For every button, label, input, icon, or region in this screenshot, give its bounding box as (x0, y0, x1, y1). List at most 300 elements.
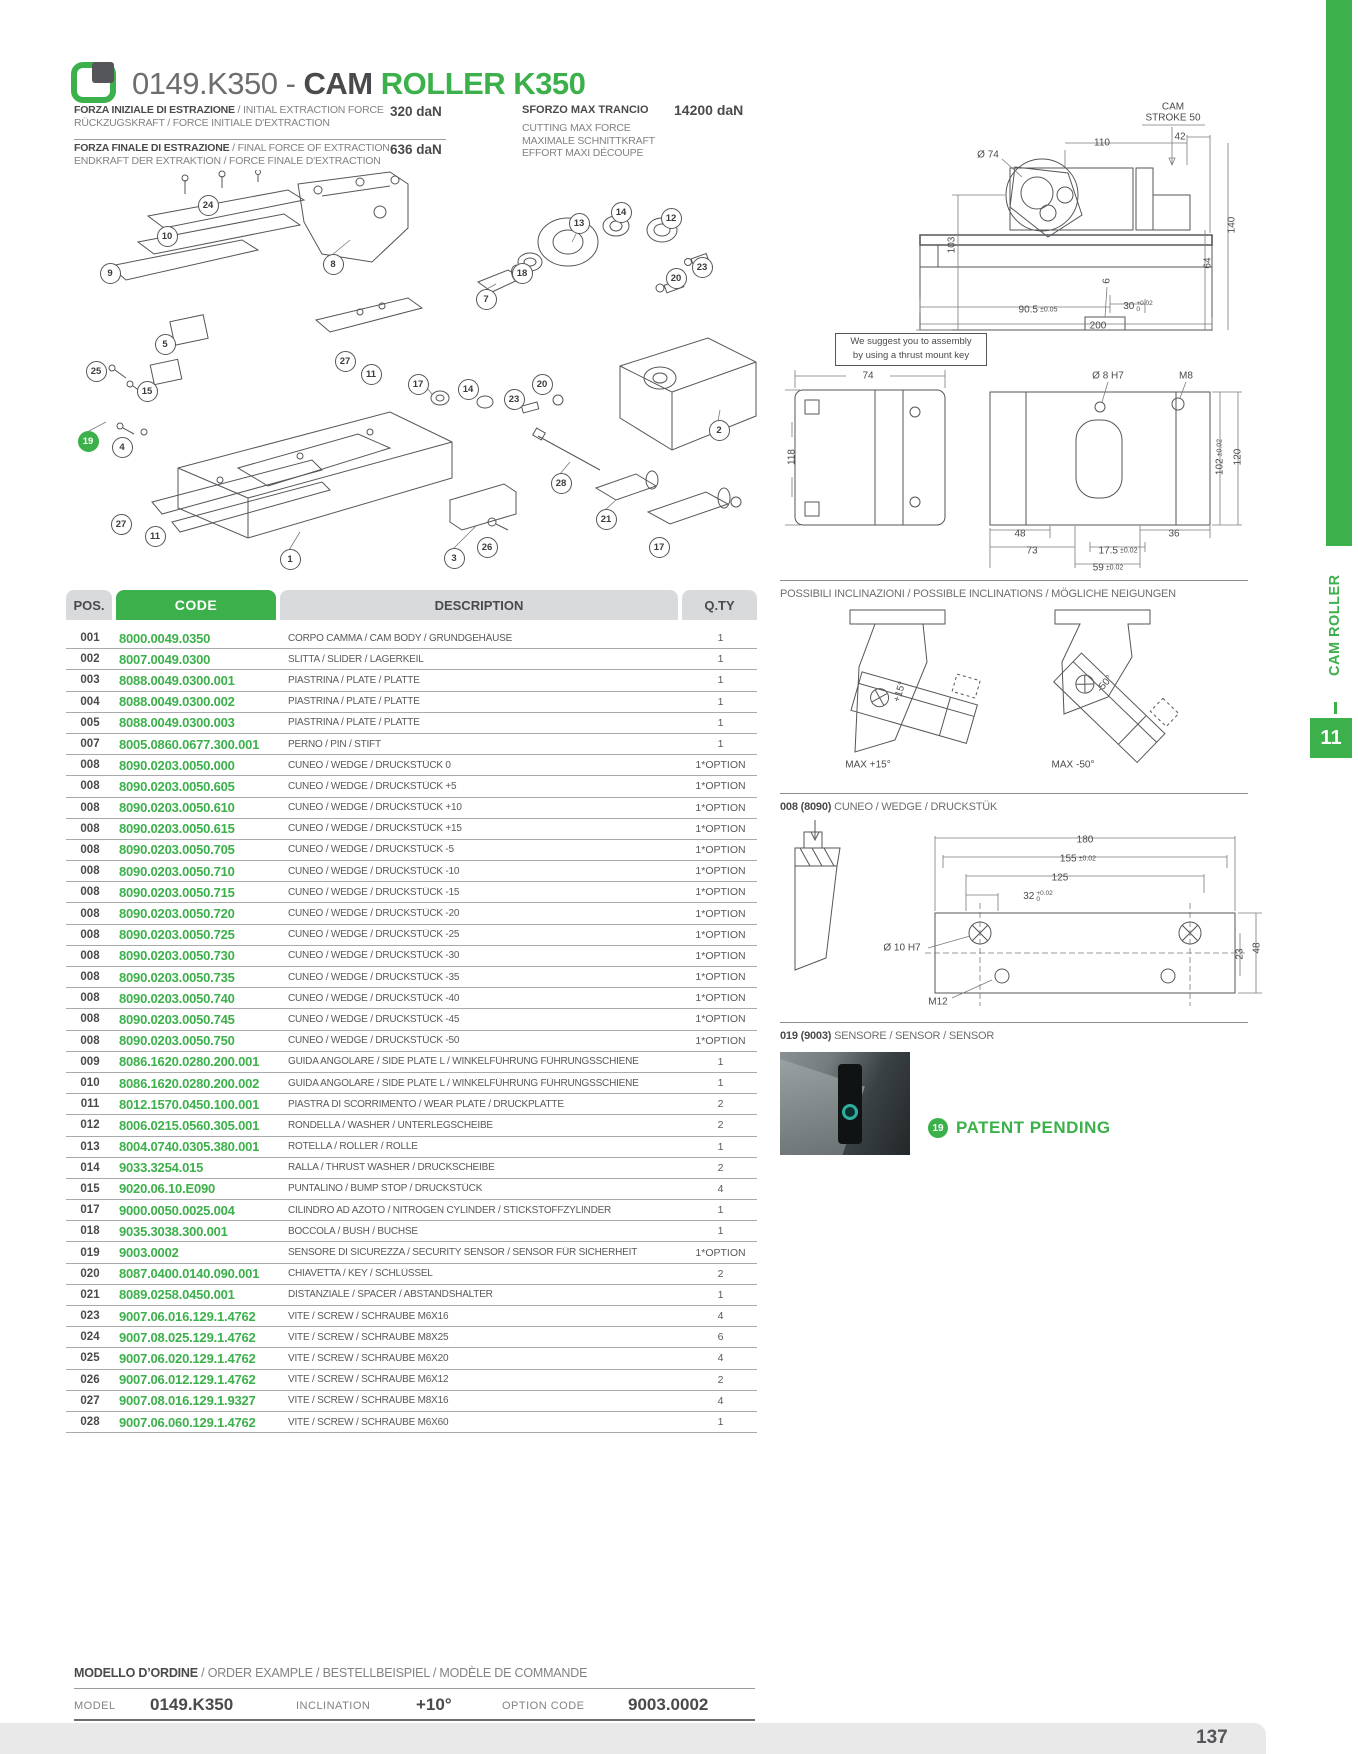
cell-code: 9033.3254.015 (119, 1160, 204, 1176)
cell-desc: CUNEO / WEDGE / DRUCKSTÜCK -10 (288, 865, 460, 877)
order-divider-thick (74, 1719, 755, 1721)
cell-code: 8086.1620.0280.200.001 (119, 1054, 260, 1070)
inclinations-label: POSSIBILI INCLINAZIONI / POSSIBLE INCLINATIONS / MÖGLICHE NEIGUNGEN (780, 588, 1176, 600)
cell-code: 8007.0049.0300 (119, 651, 211, 667)
part-callout-7: 7 (476, 289, 497, 310)
cell-desc: PIASTRINA / PLATE / PLATTE (288, 696, 420, 708)
cell-qty: 1*OPTION (695, 1246, 746, 1259)
part-callout-19: 19 (928, 1118, 948, 1138)
table-row (66, 798, 757, 819)
part-callout-17: 17 (649, 537, 670, 558)
table-row (66, 734, 757, 755)
spec-final-force: FORZA FINALE DI ESTRAZIONE / FINAL FORCE OF EXTRACTION ENDKRAFT DER EXTRAKTION / FORCE FINALE D'EXTRACTION (74, 142, 390, 167)
page-title: 0149.K350 - CAM ROLLER K350 (132, 66, 586, 101)
part-callout-4: 4 (112, 437, 133, 458)
cell-pos: 023 (80, 1310, 100, 1323)
cell-pos: 001 (80, 632, 100, 645)
parts-table (66, 628, 757, 1433)
table-row (66, 1264, 757, 1285)
cell-qty: 1*OPTION (695, 886, 746, 899)
cell-desc: CUNEO / WEDGE / DRUCKSTÜCK -5 (288, 844, 454, 856)
cell-desc: RONDELLA / WASHER / UNTERLEGSCHEIBE (288, 1119, 493, 1131)
cell-code: 8090.0203.0050.730 (119, 948, 235, 964)
section-divider (780, 793, 1248, 794)
part-callout-10: 10 (157, 226, 178, 247)
table-row (66, 1221, 757, 1242)
cell-desc: GUIDA ANGOLARE / SIDE PLATE L / WINKELFÜHRUNG FÜHRUNGSSCHIENE (288, 1077, 639, 1089)
part-callout-20: 20 (666, 268, 687, 289)
wedge-label: 008 (8090) CUNEO / WEDGE / DRUCKSTÜK (780, 801, 998, 813)
cell-desc: CUNEO / WEDGE / DRUCKSTÜCK -45 (288, 1013, 460, 1025)
cell-desc: VITE / SCREW / SCHRAUBE M6X60 (288, 1416, 449, 1428)
assembly-note: We suggest you to assembly by using a thrust mount key (835, 333, 987, 366)
cell-desc: CILINDRO AD AZOTO / NITROGEN CYLINDER / STICKSTOFFZYLINDER (288, 1204, 612, 1216)
cell-code: 9007.08.016.129.1.9327 (119, 1393, 256, 1409)
table-row (66, 628, 757, 649)
cell-qty: 1 (717, 716, 724, 729)
cell-pos: 002 (80, 653, 100, 666)
dim-label: 140 (1226, 216, 1238, 234)
cell-desc: BOCCOLA / BUSH / BUCHSE (288, 1225, 418, 1237)
cell-pos: 008 (80, 759, 100, 772)
table-row (66, 1412, 757, 1433)
cell-qty: 1*OPTION (695, 1013, 746, 1026)
cell-desc: GUIDA ANGOLARE / SIDE PLATE L / WINKELFÜHRUNG FÜHRUNGSSCHIENE (288, 1056, 639, 1068)
exploded-view-diagram (60, 170, 760, 590)
cell-pos: 008 (80, 843, 100, 856)
cell-pos: 012 (80, 1119, 100, 1132)
table-row (66, 988, 757, 1009)
part-callout-27: 27 (111, 514, 132, 535)
dim-label: 17.5 ±0.02 (1098, 545, 1138, 557)
cell-qty: 2 (717, 1119, 724, 1132)
table-row (66, 1348, 757, 1369)
dim-label: 30 +0.02 0 (1123, 300, 1153, 314)
part-callout-2: 2 (709, 420, 730, 441)
part-callout-23: 23 (504, 389, 525, 410)
cell-pos: 026 (80, 1373, 100, 1386)
cell-pos: 021 (80, 1288, 100, 1301)
front-view-drawing (780, 362, 1250, 574)
order-option-label: OPTION CODE (502, 1700, 585, 1712)
cell-code: 8090.0203.0050.740 (119, 990, 235, 1006)
part-callout-11: 11 (361, 364, 382, 385)
part-callout-13: 13 (569, 213, 590, 234)
section-divider (780, 1022, 1248, 1023)
table-row (66, 861, 757, 882)
dim-label: 180 (1076, 834, 1094, 846)
wedge-drawing (780, 818, 1270, 1018)
cell-code: 9007.06.020.129.1.4762 (119, 1350, 256, 1366)
page-number: 137 (1196, 1727, 1228, 1748)
cell-code: 8090.0203.0050.735 (119, 969, 235, 985)
order-inclination-value: +10° (416, 1695, 452, 1714)
cell-pos: 028 (80, 1416, 100, 1429)
cell-qty: 1 (717, 1288, 724, 1301)
part-callout-11: 11 (145, 526, 166, 547)
cell-desc: CUNEO / WEDGE / DRUCKSTÜCK +15 (288, 823, 462, 835)
cell-qty: 1*OPTION (695, 801, 746, 814)
table-header-pos: POS. (66, 590, 112, 620)
order-inclination-label: INCLINATION (296, 1700, 371, 1712)
cell-qty: 6 (717, 1331, 724, 1344)
cell-qty: 2 (717, 1098, 724, 1111)
cell-code: 8087.0400.0140.090.001 (119, 1266, 260, 1282)
cell-desc: DISTANZIALE / SPACER / ABSTANDSHALTER (288, 1289, 493, 1301)
sidebar-section-label: CAM ROLLER (1327, 574, 1343, 676)
table-row (66, 882, 757, 903)
dim-label: 125 (1051, 872, 1069, 884)
part-callout-9: 9 (100, 263, 121, 284)
dim-label: MAX +15° (845, 759, 891, 771)
dim-label: 73 (1026, 545, 1038, 557)
cell-qty: 1 (717, 653, 724, 666)
order-model-label: MODEL (74, 1700, 116, 1712)
cell-pos: 019 (80, 1246, 100, 1259)
spec-initial-force: FORZA INIZIALE DI ESTRAZIONE / INITIAL EXTRACTION FORCE RÜCKZUGSKRAFT / FORCE INITIALE D'EXTRACTION (74, 104, 384, 129)
table-header-description: DESCRIPTION (280, 590, 678, 620)
table-row (66, 1391, 757, 1412)
inclination-dims (780, 588, 1250, 783)
part-callout-1: 1 (280, 549, 301, 570)
part-callout-14: 14 (611, 202, 632, 223)
cell-pos: 008 (80, 801, 100, 814)
dim-label: 120 (1232, 448, 1244, 466)
cell-code: 8088.0049.0300.002 (119, 694, 235, 710)
cell-code: 8090.0203.0050.000 (119, 757, 235, 773)
dim-label: 6 (1101, 278, 1113, 284)
order-divider-thin (74, 1688, 755, 1689)
part-callouts (60, 170, 760, 590)
dim-label: Ø 8 H7 (1092, 370, 1124, 382)
cell-pos: 027 (80, 1394, 100, 1407)
cell-pos: 017 (80, 1204, 100, 1217)
cell-pos: 008 (80, 971, 100, 984)
cell-qty: 1 (717, 632, 724, 645)
cell-code: 8090.0203.0050.615 (119, 821, 235, 837)
cell-code: 9007.08.025.129.1.4762 (119, 1329, 256, 1345)
part-callout-15: 15 (137, 381, 158, 402)
cell-desc: VITE / SCREW / SCHRAUBE M6X20 (288, 1352, 449, 1364)
table-row (66, 903, 757, 924)
patent-pending-label: PATENT PENDING (956, 1118, 1111, 1137)
table-row (66, 1137, 757, 1158)
dim-label: 90.5 ±0.05 (1018, 304, 1058, 316)
cell-desc: CUNEO / WEDGE / DRUCKSTÜCK -20 (288, 908, 460, 920)
cell-desc: CUNEO / WEDGE / DRUCKSTÜCK -40 (288, 992, 460, 1004)
part-callout-14: 14 (458, 379, 479, 400)
dim-label: M12 (928, 996, 948, 1008)
cell-pos: 008 (80, 928, 100, 941)
footer-bar (0, 1723, 1266, 1754)
table-header-qty: Q.TY (682, 590, 757, 620)
table-row (66, 1179, 757, 1200)
part-callout-3: 3 (444, 548, 465, 569)
cell-desc: VITE / SCREW / SCHRAUBE M6X12 (288, 1374, 449, 1386)
cell-qty: 1*OPTION (695, 865, 746, 878)
cell-desc: VITE / SCREW / SCHRAUBE M8X25 (288, 1331, 449, 1343)
cell-qty: 2 (717, 1267, 724, 1280)
cell-qty: 2 (717, 1161, 724, 1174)
cell-pos: 024 (80, 1331, 100, 1344)
cell-desc: CUNEO / WEDGE / DRUCKSTÜCK +10 (288, 802, 462, 814)
table-header-code: CODE (116, 590, 276, 620)
dim-label: 103 (946, 236, 958, 254)
chapter-tab: 11 (1310, 718, 1352, 758)
cell-qty: 1 (717, 1055, 724, 1068)
cell-desc: PUNTALINO / BUMP STOP / DRUCKSTÜCK (288, 1183, 483, 1195)
cutting-force-spec: SFORZO MAX TRANCIO CUTTING MAX FORCE MAXIMALE SCHNITTKRAFT EFFORT MAXI DÉCOUPE (522, 104, 655, 159)
cell-qty: 1*OPTION (695, 907, 746, 920)
cell-code: 8088.0049.0300.001 (119, 672, 235, 688)
table-row (66, 670, 757, 691)
cell-pos: 008 (80, 865, 100, 878)
cell-qty: 1 (717, 1225, 724, 1238)
cell-pos: 008 (80, 1034, 100, 1047)
part-callout-20: 20 (532, 374, 553, 395)
cell-desc: PERNO / PIN / STIFT (288, 738, 381, 750)
cell-desc: CUNEO / WEDGE / DRUCKSTÜCK -50 (288, 1035, 460, 1047)
cutting-force-value: 14200 daN (674, 102, 744, 118)
final-force-value: 636 daN (390, 142, 442, 157)
cell-qty: 1*OPTION (695, 928, 746, 941)
table-row (66, 925, 757, 946)
cell-pos: 008 (80, 780, 100, 793)
part-callout-28: 28 (551, 473, 572, 494)
dim-label: STROKE 50 (1145, 112, 1201, 124)
table-row (66, 1242, 757, 1263)
part-callout-24: 24 (198, 195, 219, 216)
cell-qty: 4 (717, 1352, 724, 1365)
cell-qty: 1*OPTION (695, 780, 746, 793)
cell-code: 8086.1620.0280.200.002 (119, 1075, 260, 1091)
part-callout-12: 12 (661, 208, 682, 229)
cell-desc: CHIAVETTA / KEY / SCHLÜSSEL (288, 1268, 433, 1280)
cell-pos: 008 (80, 992, 100, 1005)
cell-desc: ROTELLA / ROLLER / ROLLE (288, 1141, 418, 1153)
cell-qty: 1*OPTION (695, 822, 746, 835)
cell-qty: 2 (717, 1373, 724, 1386)
cell-desc: RALLA / THRUST WASHER / DRUCKSCHEIBE (288, 1162, 495, 1174)
table-row (66, 1327, 757, 1348)
cell-desc: CUNEO / WEDGE / DRUCKSTÜCK -35 (288, 971, 460, 983)
dim-label: 155 ±0.02 (1059, 853, 1097, 865)
cell-pos: 015 (80, 1182, 100, 1195)
side-view-dims (780, 95, 1250, 363)
part-callout-21: 21 (596, 509, 617, 530)
cell-pos: 013 (80, 1140, 100, 1153)
table-row (66, 1009, 757, 1030)
dim-label: 48 (1014, 528, 1026, 540)
product-code: 0149.K350 - (132, 66, 304, 101)
sensor-photo (780, 1052, 910, 1155)
part-callout-5: 5 (155, 334, 176, 355)
dim-label: 23 (1234, 948, 1246, 960)
dim-label: 200 (1089, 320, 1107, 332)
table-row (66, 1306, 757, 1327)
dim-label: Ø 74 (977, 149, 999, 161)
cell-qty: 4 (717, 1182, 724, 1195)
cell-code: 9007.06.016.129.1.4762 (119, 1308, 256, 1324)
cell-code: 8090.0203.0050.610 (119, 800, 235, 816)
table-row (66, 819, 757, 840)
cell-pos: 008 (80, 886, 100, 899)
table-row (66, 776, 757, 797)
cell-qty: 4 (717, 1394, 724, 1407)
cell-pos: 018 (80, 1225, 100, 1238)
dim-label: Ø 10 H7 (883, 942, 921, 954)
sidebar-tick (1334, 702, 1337, 714)
cell-code: 8090.0203.0050.725 (119, 927, 235, 943)
table-row (66, 1200, 757, 1221)
cell-pos: 008 (80, 822, 100, 835)
part-callout-18: 18 (512, 263, 533, 284)
cell-desc: VITE / SCREW / SCHRAUBE M6X16 (288, 1310, 449, 1322)
cell-desc: PIASTRINA / PLATE / PLATTE (288, 674, 420, 686)
part-callout-25: 25 (86, 361, 107, 382)
dim-label: 110 (1094, 137, 1110, 149)
part-callout-23: 23 (692, 257, 713, 278)
cell-qty: 1*OPTION (695, 759, 746, 772)
table-row (66, 1031, 757, 1052)
cell-qty: 1*OPTION (695, 971, 746, 984)
part-callout-17: 17 (408, 374, 429, 395)
table-row (66, 946, 757, 967)
cell-code: 9007.06.012.129.1.4762 (119, 1372, 256, 1388)
order-example-heading: MODELLO D’ORDINE / ORDER EXAMPLE / BESTELLBEISPIEL / MODÈLE DE COMMANDE (74, 1666, 588, 1680)
cell-code: 9003.0002 (119, 1245, 179, 1261)
wedge-dims (780, 818, 1270, 1018)
dim-label: 48 (1251, 942, 1263, 954)
dim-label: -50° (1094, 673, 1116, 695)
cell-desc: CUNEO / WEDGE / DRUCKSTÜCK +5 (288, 780, 457, 792)
cell-qty: 1*OPTION (695, 843, 746, 856)
cell-desc: CUNEO / WEDGE / DRUCKSTÜCK -30 (288, 950, 460, 962)
table-row (66, 1094, 757, 1115)
cell-code: 8090.0203.0050.745 (119, 1011, 235, 1027)
dim-label: MAX -50° (1051, 759, 1095, 771)
cell-code: 8005.0860.0677.300.001 (119, 736, 260, 752)
table-row (66, 1073, 757, 1094)
cell-qty: 1 (717, 1140, 724, 1153)
cell-code: 9020.06.10.E090 (119, 1181, 216, 1197)
cell-desc: PIASTRA DI SCORRIMENTO / WEAR PLATE / DRUCKPLATTE (288, 1098, 564, 1110)
cell-pos: 014 (80, 1161, 100, 1174)
table-row (66, 649, 757, 670)
cell-code: 8088.0049.0300.003 (119, 715, 235, 731)
cell-pos: 025 (80, 1352, 100, 1365)
part-callout-26: 26 (477, 537, 498, 558)
cell-code: 8089.0258.0450.001 (119, 1287, 235, 1303)
table-row (66, 967, 757, 988)
cell-desc: CUNEO / WEDGE / DRUCKSTÜCK -25 (288, 929, 460, 941)
cell-qty: 1 (717, 695, 724, 708)
front-view-dims (780, 362, 1250, 574)
cell-desc: CUNEO / WEDGE / DRUCKSTÜCK -15 (288, 886, 460, 898)
cell-pos: 020 (80, 1267, 100, 1280)
cell-code: 9007.06.060.129.1.4762 (119, 1414, 256, 1430)
cell-pos: 007 (80, 738, 100, 751)
cell-pos: 003 (80, 674, 100, 687)
cell-code: 9035.3038.300.001 (119, 1223, 228, 1239)
cell-pos: 008 (80, 949, 100, 962)
cell-desc: CORPO CAMMA / CAM BODY / GRUNDGEHÄUSE (288, 632, 513, 644)
cell-desc: SLITTA / SLIDER / LAGERKEIL (288, 653, 424, 665)
cell-code: 9000.0050.0025.004 (119, 1202, 235, 1218)
cell-code: 8090.0203.0050.705 (119, 842, 235, 858)
dim-label: M8 (1179, 370, 1193, 382)
cell-desc: SENSORE DI SICUREZZA / SECURITY SENSOR / SENSOR FÜR SICHERHEIT (288, 1247, 638, 1259)
dim-label: 36 (1168, 528, 1180, 540)
cell-qty: 1*OPTION (695, 1034, 746, 1047)
cell-desc: CUNEO / WEDGE / DRUCKSTÜCK 0 (288, 759, 451, 771)
cell-pos: 011 (80, 1098, 100, 1111)
sensor-label: 019 (9003) SENSORE / SENSOR / SENSOR (780, 1030, 995, 1042)
cell-code: 8090.0203.0050.710 (119, 863, 235, 879)
cell-code: 8004.0740.0305.380.001 (119, 1139, 260, 1155)
table-row (66, 1115, 757, 1136)
initial-force-value: 320 daN (390, 104, 442, 119)
cell-code: 8000.0049.0350 (119, 630, 211, 646)
section-divider (780, 580, 1248, 581)
cell-pos: 010 (80, 1077, 100, 1090)
cell-qty: 1 (717, 674, 724, 687)
table-row (66, 1052, 757, 1073)
spec-divider (74, 139, 446, 140)
table-row (66, 692, 757, 713)
part-callout-27: 27 (335, 351, 356, 372)
cell-code: 8006.0215.0560.305.001 (119, 1117, 260, 1133)
part-callout-19: 19 (78, 431, 99, 452)
cell-qty: 1 (717, 738, 724, 751)
sidebar-green-strip (1326, 0, 1352, 546)
part-callout-8: 8 (323, 254, 344, 275)
table-row (66, 1285, 757, 1306)
dim-label: CAM (1161, 101, 1185, 113)
brand-logo-icon (70, 60, 118, 109)
order-model-value: 0149.K350 (150, 1695, 234, 1714)
cell-qty: 1*OPTION (695, 992, 746, 1005)
table-row (66, 840, 757, 861)
cell-qty: 4 (717, 1310, 724, 1323)
cell-code: 8090.0203.0050.750 (119, 1033, 235, 1049)
side-view-drawing (780, 95, 1250, 363)
dim-label: 118 (786, 449, 798, 465)
cell-pos: 008 (80, 1013, 100, 1026)
cell-qty: 1 (717, 1416, 724, 1429)
dim-label: 59 ±0.02 (1092, 562, 1124, 574)
dim-label: 74 (862, 370, 874, 382)
cell-code: 8090.0203.0050.720 (119, 906, 235, 922)
cell-pos: 008 (80, 907, 100, 920)
dim-label: 42 (1174, 131, 1186, 143)
inclinations-drawings (780, 588, 1250, 783)
table-row (66, 1158, 757, 1179)
cell-pos: 005 (80, 716, 100, 729)
dim-label: +15° (891, 680, 909, 704)
cell-desc: PIASTRINA / PLATE / PLATTE (288, 717, 420, 729)
table-row (66, 1370, 757, 1391)
cell-code: 8090.0203.0050.715 (119, 884, 235, 900)
cell-qty: 1 (717, 1077, 724, 1090)
dim-label: 32 +0.02 0 (1023, 890, 1053, 904)
cell-desc: VITE / SCREW / SCHRAUBE M8X16 (288, 1395, 449, 1407)
cell-code: 8012.1570.0450.100.001 (119, 1096, 260, 1112)
cell-qty: 1 (717, 1204, 724, 1217)
cell-code: 8090.0203.0050.605 (119, 778, 235, 794)
cell-pos: 004 (80, 695, 100, 708)
cell-qty: 1*OPTION (695, 949, 746, 962)
